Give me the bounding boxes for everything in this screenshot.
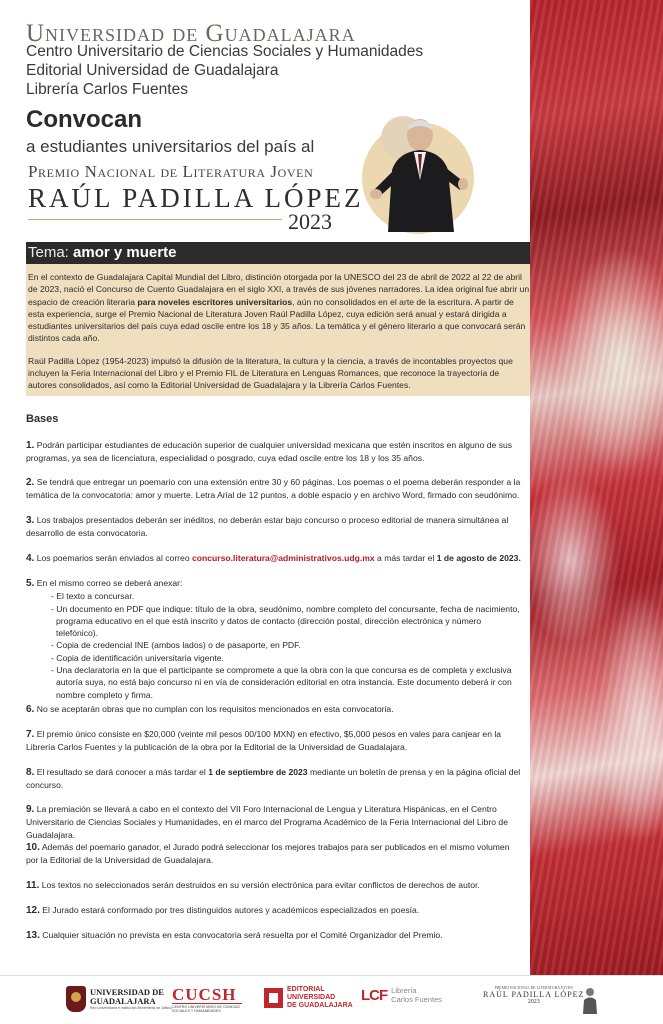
contest-email-link[interactable]: concurso.literatura@administrativos.udg.mx — [191, 553, 375, 563]
theme-bar — [26, 242, 530, 264]
cucsh-logo — [172, 986, 242, 1013]
base-item-2 — [26, 476, 522, 502]
requirement-item: - Copia de identificación universitaria vigente. — [51, 652, 224, 663]
prize-logo-year: 2023 — [527, 999, 540, 1005]
base-item-4 — [26, 552, 522, 565]
intro-paragraph-2: Raúl Padilla López (1954-2023) impulsó la difusión de la literatura, la cultura y la ciencia, a través de incontables proyectos que incluyen la Feria Internacional del Libro y el Premio FIL de Literatura en Lenguas Romances, que reconoce la trayectoria de autores consolidados, así como la Editorial Universidad de Guadalajara y la Librería Carlos Fuentes. — [28, 355, 513, 391]
audience-line: a estudiantes universitarios del país al — [26, 137, 315, 156]
udg-logo-line-1: UNIVERSIDAD DE — [90, 987, 164, 997]
sponsor-footer — [0, 975, 663, 1024]
item-number: 9. — [26, 804, 35, 815]
base-item-3 — [26, 514, 522, 540]
prize-logo-figure-icon — [581, 986, 599, 1014]
header-line-editorial: Editorial Universidad de Guadalajara — [26, 62, 279, 79]
item-number: 2. — [26, 477, 35, 488]
requirement-item: - Una declaratoria en la que el participante se compromete a que la obra con la que concursa es de completa y exclusiva autoría suya, no está bajo concurso ni en vía de consideración editorial en otra instancia. Este documento deberá ir con nombre completo y firma. — [51, 665, 512, 700]
requirement-item: - Un documento en PDF que indique: título de la obra, seudónimo, nombre completo del concursante, fecha de nacimiento, programa educativo en el que está inscrito y datos de contacto (dirección postal, dirección electrónica y número telefónico). — [51, 603, 520, 639]
intro-paragraph-1 — [28, 271, 530, 345]
intro-text-bold: para noveles escritores universitarios — [137, 296, 293, 307]
item-text: Se tendrá que entregar un poemario con una extensión entre 30 y 60 páginas. Los poemas o el poema deberán responder a la temática de la convocatoria: amor y muerte. Letra Arial de 12 puntos, a doble espacio y en archivo Word, firmado con seudónimo. — [26, 477, 521, 501]
item-number: 12. — [26, 905, 40, 916]
decorative-painting — [530, 0, 663, 975]
item-number: 11. — [26, 880, 40, 891]
base-item-7 — [26, 728, 522, 754]
base-item-1 — [26, 439, 522, 465]
libreria-logo-line-1: Librería — [391, 986, 417, 995]
editorial-logo-line-2: UNIVERSIDAD — [287, 994, 336, 1001]
base-item-8 — [26, 766, 522, 792]
item-number: 6. — [26, 704, 35, 715]
base-item-6 — [26, 703, 522, 716]
editorial-square-icon — [264, 988, 283, 1008]
item-text: Además del poemario ganador, el Jurado podrá seleccionar los mejores trabajos para ser publicados en el mismo volumen por la Editorial de la Universidad de Guadalajara. — [26, 842, 510, 866]
item-number: 4. — [26, 553, 35, 564]
item-number: 7. — [26, 729, 35, 740]
results-date: 1 de septiembre de 2023 — [208, 767, 308, 777]
editorial-logo-line-1: EDITORIAL — [287, 986, 325, 993]
prize-logo — [483, 986, 584, 1005]
item-text: Los trabajos presentados deberán ser inéditos, no deberán estar bajo concurso o proceso editorial de manera simultánea al desarrollo de esta convocatoria. — [26, 515, 509, 539]
item-text: Los poemarios serán enviados al correo — [36, 553, 192, 563]
base-item-9 — [26, 803, 522, 841]
deadline-date: 1 de agosto de 2023. — [436, 553, 521, 563]
item-number: 3. — [26, 515, 35, 526]
udg-logo — [66, 986, 172, 1012]
editorial-logo-line-3: DE GUADALAJARA — [287, 1002, 353, 1009]
portrait-image — [368, 110, 468, 232]
item-number: 10. — [26, 842, 40, 853]
item-text: Los textos no seleccionados serán destruidos en su versión electrónica para evitar conflictos de derechos de autor. — [41, 880, 480, 890]
intro-text-c: , aún no consolidados en el arte de la escritura. A partir de esta experiencia, surge el Premio Nacional de Literatura Joven Raúl Padilla López, cuya edición será anual y estará dirigida a estudiantes universitarios del país cuya edad oscile entre los 18 y 35 años. La temática y el género literario a que convocará serán distintos cada año. — [28, 296, 526, 344]
base-item-13 — [26, 929, 522, 942]
item-text: Cualquier situación no prevista en esta convocatoria será resuelta por el Comité Organizador del Premio. — [42, 930, 443, 940]
requirements-list — [26, 590, 522, 701]
item-text: No se aceptarán obras que no cumplan con los requisitos mencionados en esta convocatoria. — [36, 704, 394, 714]
item-number: 5. — [26, 578, 35, 589]
prize-logo-line-2: RAÚL PADILLA LÓPEZ — [483, 990, 585, 999]
convocan-heading: Convocan — [26, 106, 143, 133]
base-item-5 — [26, 577, 522, 701]
item-text: El Jurado estará conformado por tres distinguidos autores y académicos especializados en poesía. — [42, 905, 420, 915]
editorial-logo — [264, 986, 353, 1010]
udg-seal-icon — [66, 986, 86, 1012]
theme-label: Tema: — [28, 244, 69, 261]
prize-logo-line-1: PREMIO NACIONAL DE LITERATURA JOVEN — [494, 986, 573, 990]
base-item-12 — [26, 904, 522, 917]
theme-value: amor y muerte — [73, 244, 177, 261]
lcf-monogram: LCF — [361, 986, 388, 1004]
item-text: Podrán participar estudiantes de educación superior de cualquier universidad mexicana que estén inscritos en alguno de sus programas, ya sea de licenciatura, especialidad o posgrado, cuya edad oscile entre los 18 y los 35 años. — [26, 440, 513, 464]
requirement-item: - Copia de credencial INE (ambos lados) o de pasaporte, en PDF. — [51, 640, 301, 651]
item-number: 1. — [26, 440, 35, 451]
university-name: Universidad de Guadalajara — [26, 20, 356, 47]
intro-box — [26, 264, 530, 396]
prize-title: Premio Nacional de Literatura Joven — [28, 162, 314, 181]
item-text: mediante un boletín de prensa y en la página oficial del concurso. — [26, 767, 521, 791]
item-text: El resultado se dará conocer a más tardar el — [36, 767, 209, 777]
intro-text-a: En el contexto de Guadalajara Capital Mundial del Libro, distinción otorgada por la UNESCO del 23 de abril de 2022 al 22 de abril de 2023, nació el Concurso de Cuento Guadalajara en el siglo XXI, a través de sus jóvenes narradores. La idea original fue abrir un espacio de creación literaria — [28, 272, 530, 307]
item-text: a más tardar el — [374, 553, 437, 563]
prize-name: RAÚL PADILLA LÓPEZ — [28, 183, 364, 213]
item-number: 13. — [26, 930, 40, 941]
bases-title: Bases — [26, 413, 59, 425]
base-item-11 — [26, 879, 522, 892]
base-item-10 — [26, 841, 522, 867]
prize-year: 2023 — [288, 209, 332, 234]
header-line-cucsh: Centro Universitario de Ciencias Sociales y Humanidades — [26, 43, 424, 60]
udg-logo-tagline: Red Universitaria e Institución Benemérita de Jalisco — [90, 1006, 172, 1010]
libreria-logo-line-2: Carlos Fuentes — [391, 995, 443, 1004]
item-text: La premiación se llevará a cabo en el contexto del VII Foro Internacional de Lengua y Literatura Hispánicas, en el Centro Universitario de Ciencias Sociales y Humanidades, en el marco del Programa Académico de la Feria Internacional del Libro de Guadalajara. — [26, 804, 508, 840]
requirement-item: - El texto a concursar. — [51, 591, 135, 602]
item-text: En el mismo correo se deberá anexar: — [36, 578, 183, 588]
header-line-libreria: Librería Carlos Fuentes — [26, 81, 188, 98]
item-text: El premio único consiste en $20,000 (veinte mil pesos 00/100 MXN) en efectivo, $5,000 pesos en vales para canjear en la Librería Carlos Fuentes y la publicación de la obra por la Editorial de la Universidad de Guadalajara. — [26, 729, 502, 753]
item-number: 8. — [26, 767, 35, 778]
udg-logo-line-2: GUADALAJARA — [90, 996, 156, 1006]
cucsh-logo-text: CUCSH — [172, 985, 237, 1004]
gold-divider — [28, 219, 282, 220]
cucsh-logo-subtitle: CENTRO UNIVERSITARIO DE CIENCIAS SOCIALES Y HUMANIDADES — [172, 1003, 242, 1013]
libreria-logo — [361, 986, 442, 1004]
